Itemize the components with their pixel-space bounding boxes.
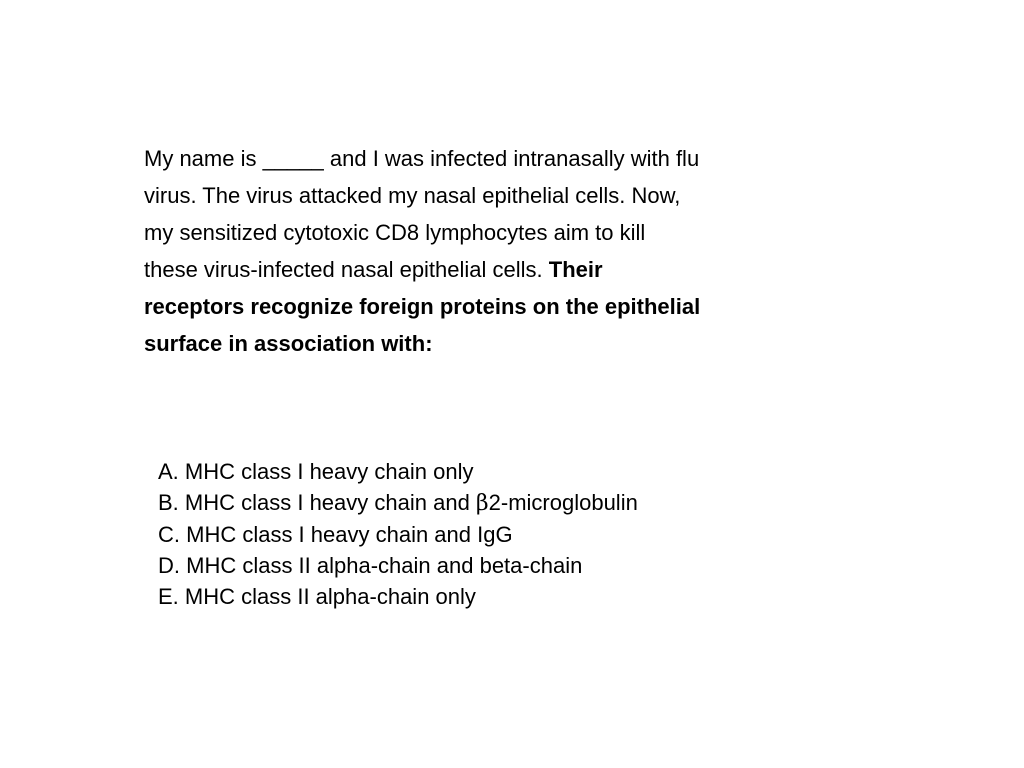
question-stem (144, 140, 824, 362)
answer-options (158, 456, 858, 612)
question-line-4-bold: Their (548, 257, 603, 282)
question-line-4: these virus-infected nasal epithelial cells. (144, 257, 549, 282)
option-d[interactable]: D. MHC class II alpha-chain and beta-chain (158, 553, 583, 578)
option-e[interactable]: E. MHC class II alpha-chain only (158, 584, 476, 609)
option-c[interactable]: C. MHC class I heavy chain and IgG (158, 522, 513, 547)
option-a[interactable]: A. MHC class I heavy chain only (158, 459, 474, 484)
beta-symbol: β (475, 491, 489, 516)
question-line-5-bold: receptors recognize foreign proteins on the epithelial (144, 294, 701, 319)
question-line-1: My name is _____ and I was infected intranasally with flu (144, 146, 700, 171)
question-line-2: virus. The virus attacked my nasal epithelial cells. Now, (144, 183, 681, 208)
option-b[interactable] (158, 487, 858, 519)
question-line-6-bold: surface in association with: (144, 331, 433, 356)
question-line-3: my sensitized cytotoxic CD8 lymphocytes aim to kill (144, 220, 646, 245)
option-b-suffix: 2-microglobulin (488, 490, 638, 515)
option-b-prefix: B. MHC class I heavy chain and (158, 490, 476, 515)
